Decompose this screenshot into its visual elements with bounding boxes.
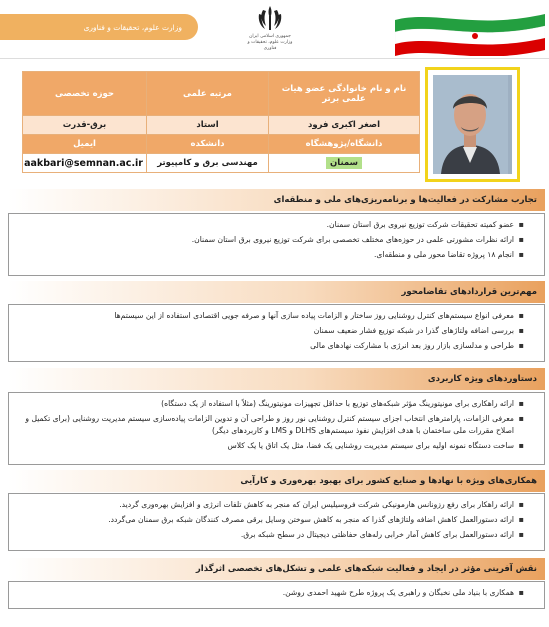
profile-photo-frame	[425, 67, 520, 182]
profile-photo	[433, 75, 512, 174]
list-item: ▪ عضو کمیته تحقیقات شرکت توزیع نیروی برق استان سمنان.	[19, 219, 524, 231]
university-value: سمنان	[326, 157, 362, 169]
rank-value: استاد	[147, 116, 269, 135]
faculty-value: مهندسی برق و کامپیوتر	[147, 154, 269, 173]
emblem-caption-2: وزارت علوم، تحقیقات و فناوری	[247, 40, 293, 51]
faculty-label: دانشکده	[147, 135, 269, 154]
section-header-scientific-networks	[8, 558, 545, 580]
section-title: همکاری‌های ویژه با نهادها و صنایع کشور برای بهبود بهره‌وری و کارآیی	[240, 476, 537, 486]
ministry-name: وزارت علوم، تحقیقات و فناوری	[83, 22, 182, 32]
university-cell	[269, 154, 420, 173]
list-item: ▪ ارائه راهکار برای رفع رزونانس هارمونیکی شرکت فروسیلیس ایران که منجر به کاهش تلفات انرژی و افزایش بهره‌وری گردید.	[19, 499, 524, 511]
list-item: ▪ ارائه دستورالعمل برای کاهش آمار خرابی رله‌های حفاظتی دیجیتال در سطح شبکه برق.	[19, 529, 524, 541]
list-item: ▪ ارائه راهکاری برای مونیتورینگ مؤثر شبکه‌های توزیع با حداقل تجهیزات مونیتورینگ (مثلاً با استفاده از یک دستگاه)	[19, 398, 524, 410]
iran-flag-icon	[395, 6, 545, 56]
section-title: دستاوردهای ویژه کاربردی	[427, 374, 537, 384]
page-header	[0, 0, 549, 58]
section-title: مهم‌ترین قراردادهای تقاضامحور	[401, 287, 537, 297]
ministry-banner	[0, 14, 198, 40]
section-header-industry-cooperation	[8, 470, 545, 492]
list-item: ▪ بررسی اضافه ولتاژهای گذرا در شبکه توزیع فشار ضعیف سمنان	[19, 325, 524, 337]
rank-header: مرتبه علمی	[147, 72, 269, 116]
list-item: ▪ همکاری با بنیاد ملی نخبگان و راهبری یک پروژه طرح شهید احمدی روشن.	[19, 587, 524, 599]
email-cell	[23, 154, 147, 173]
field-value: برق-قدرت	[23, 116, 147, 135]
iran-emblem-icon	[257, 4, 283, 34]
profile-info-table	[22, 71, 420, 173]
section-title: تجارب مشارکت در فعالیت‌ها و برنامه‌ریزی‌های ملی و منطقه‌ای	[273, 195, 537, 205]
section-body-scientific-networks	[8, 581, 545, 609]
email-link[interactable]: aakbari@semnan.ac.ir	[24, 157, 143, 169]
field-header: حوزه تخصصی	[23, 72, 147, 116]
section-body-national-activities	[8, 213, 545, 276]
name-header: نام و نام خانوادگی عضو هیات علمی برتر	[269, 72, 420, 116]
section-header-achievements	[8, 368, 545, 390]
emblem-logo	[247, 4, 293, 56]
list-item: ▪ طراحی و مدلسازی بازار روز بعد انرژی با مشارکت نهادهای مالی	[19, 340, 524, 352]
list-item: ▪ ارائه نظرات مشورتی علمی در حوزه‌های مختلف تخصصی برای شرکت توزیع نیروی برق استان سمنان.	[19, 234, 524, 246]
list-item: ▪ معرفی انواع سیستم‌های کنترل روشنایی روز ساختار و الزامات پیاده سازی آنها و صرفه جویی اقتصادی استفاده از این سیستم‌ها	[19, 310, 524, 322]
person-portrait-icon	[433, 75, 508, 174]
emblem-caption-1: جمهوری اسلامی ایران	[249, 34, 291, 39]
header-divider	[0, 58, 549, 59]
list-item: ▪ ارائه دستورالعمل کاهش اضافه ولتاژهای گذرا که منجر به کاهش سوختن وسایل برقی مصرف کنندگان شبکه برق سمنان می‌گردد.	[19, 514, 524, 526]
list-item: ▪ انجام ۱۸ پروژه تقاضا محور ملی و منطقه‌ای.	[19, 249, 524, 261]
name-value: اصغر اکبری فرود	[269, 116, 420, 135]
section-header-contracts	[8, 281, 545, 303]
section-title: نقش آفرینی مؤثر در ایجاد و فعالیت شبکه‌های علمی و تشکل‌های تخصصی اثرگذار	[195, 564, 537, 574]
list-item: ▪ ساخت دستگاه نمونه اولیه برای سیستم مدیریت روشنایی یک فضا، مثل یک اتاق یا یک کلاس	[19, 440, 524, 452]
section-body-industry-cooperation	[8, 493, 545, 551]
section-header-national-activities	[8, 189, 545, 211]
section-body-achievements	[8, 392, 545, 465]
email-label: ایمیل	[23, 135, 147, 154]
university-label: دانشگاه/پژوهشگاه	[269, 135, 420, 154]
list-item: ▪ معرفی الزامات، پارامترهای انتخاب اجزای سیستم کنترل روشنایی نور روز و طراحی آن و تدوین الزامات پیاده‌سازی سیستم مدیریت روشنایی (برای تکمیل و اصلاح مقررات ملی ساختمان با هدف افزایش نفوذ سیستم‌های DLHS و LMS و کاربردهای دیگر)	[19, 413, 524, 437]
section-body-contracts	[8, 304, 545, 362]
